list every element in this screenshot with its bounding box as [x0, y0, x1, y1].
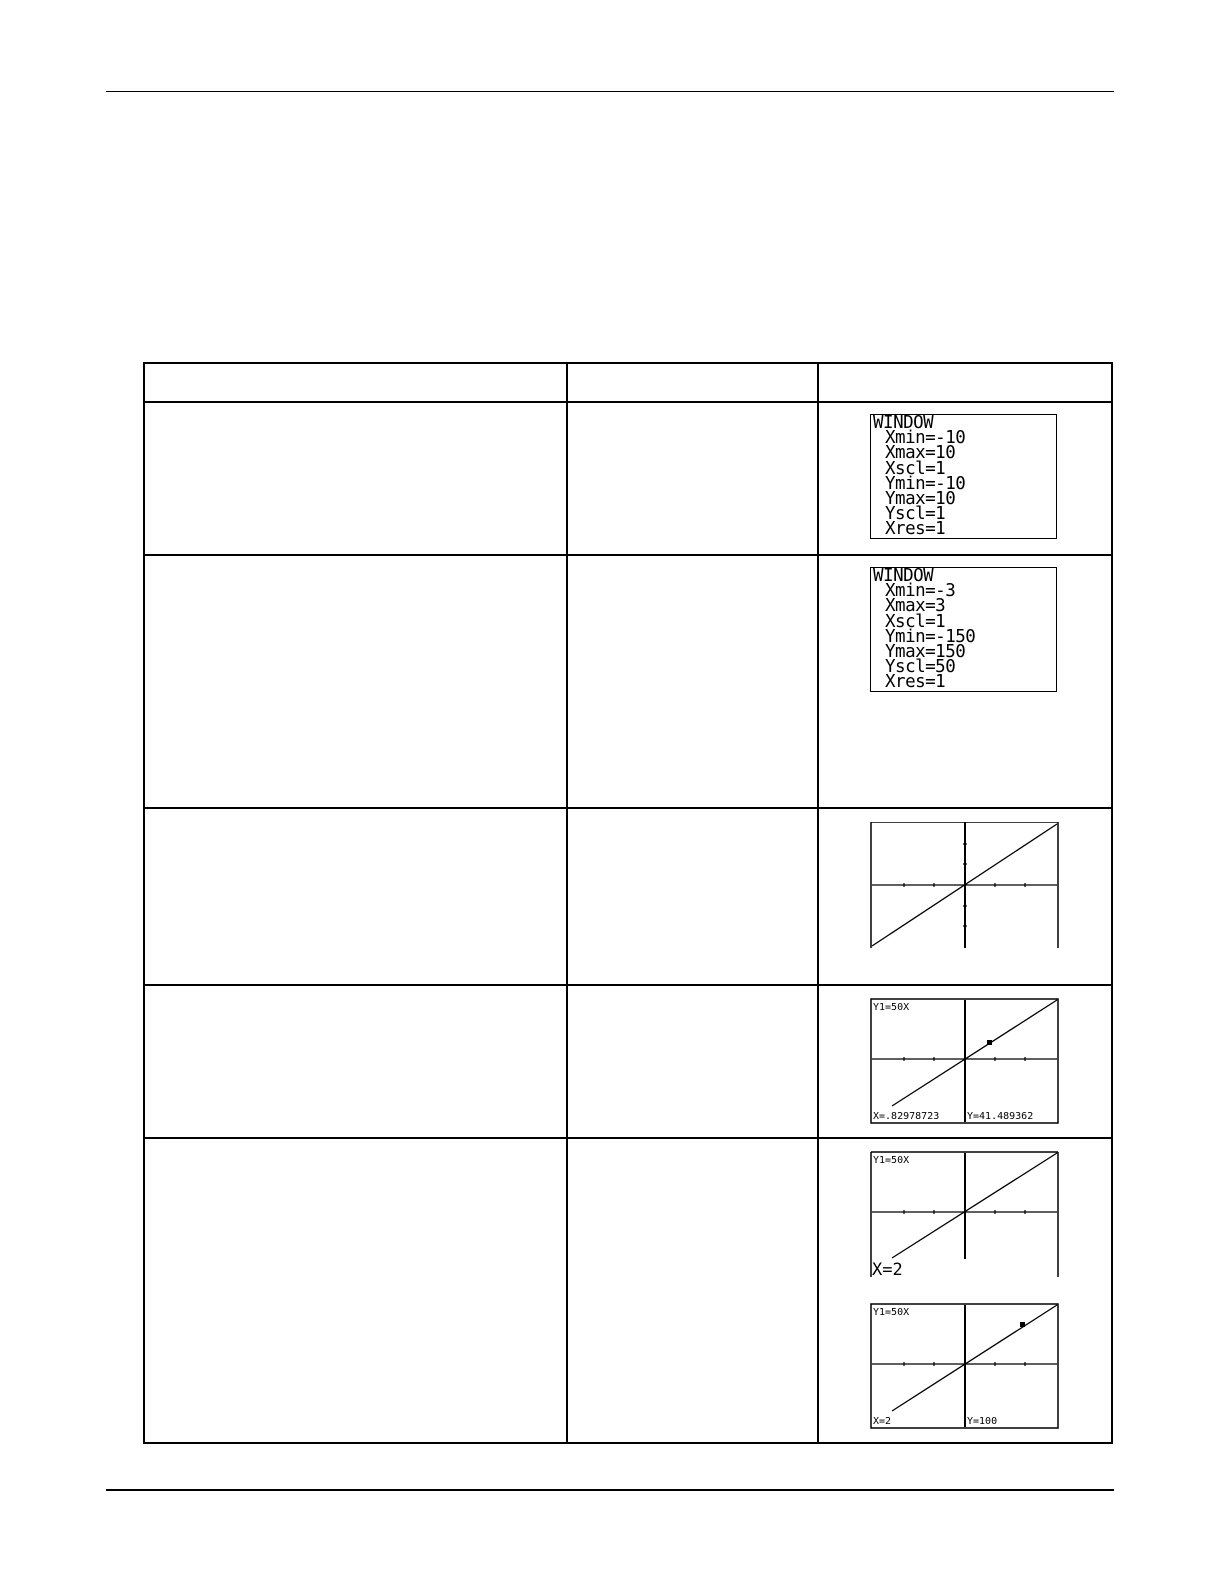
window-xres: Xres=1 — [885, 519, 946, 540]
graph-trace-screen — [870, 998, 1059, 1124]
window-xscl: Xscl=1 — [885, 611, 946, 632]
table-row — [144, 985, 1112, 1138]
graph-equation: Y1=50X — [873, 1002, 910, 1013]
screen-cell — [818, 555, 1112, 808]
window-ymin: Ymin=-150 — [885, 626, 976, 647]
header-cell-1 — [144, 363, 567, 402]
table-header-row — [144, 363, 1112, 402]
graph-point-screen — [870, 1303, 1059, 1429]
point-x-value: X=2 — [873, 1416, 892, 1427]
table-row — [144, 808, 1112, 985]
header-cell-2 — [567, 363, 818, 402]
window-screen — [870, 414, 1057, 539]
point-y-value: Y=100 — [967, 1416, 998, 1427]
window-xmin: Xmin=-10 — [885, 428, 966, 449]
keystroke-cell — [567, 985, 818, 1138]
window-xmin: Xmin=-3 — [885, 581, 956, 602]
header-rule — [106, 91, 1114, 92]
graph-value-entry-screen — [870, 1151, 1059, 1277]
screen-cell — [818, 808, 1112, 985]
window-xscl: Xscl=1 — [885, 458, 946, 479]
window-screen — [870, 567, 1057, 692]
step-cell — [144, 808, 567, 985]
graph-screen — [870, 822, 1059, 948]
keystroke-cell — [567, 402, 818, 555]
screen-cell — [818, 985, 1112, 1138]
window-ymax: Ymax=10 — [885, 488, 956, 509]
keystroke-cell — [567, 808, 818, 985]
table-row — [144, 1138, 1112, 1443]
screen-cell — [818, 1138, 1112, 1443]
table-row — [144, 402, 1112, 555]
window-ymin: Ymin=-10 — [885, 473, 966, 494]
table-row — [144, 555, 1112, 808]
window-title: WINDOW — [873, 413, 934, 433]
trace-x-value: X=.82978723 — [873, 1111, 940, 1122]
window-yscl: Yscl=1 — [885, 504, 946, 525]
window-xmax: Xmax=3 — [885, 596, 946, 617]
step-cell — [144, 402, 567, 555]
x-value-entry: X=2 — [872, 1260, 903, 1277]
header-cell-3 — [818, 363, 1112, 402]
window-xmax: Xmax=10 — [885, 443, 956, 464]
footer-rule — [106, 1489, 1114, 1491]
keystroke-cell — [567, 555, 818, 808]
step-cell — [144, 985, 567, 1138]
steps-table — [143, 362, 1113, 1444]
graph-equation: Y1=50X — [873, 1155, 910, 1166]
window-xres: Xres=1 — [885, 672, 946, 693]
trace-cursor — [1020, 1322, 1025, 1327]
trace-y-value: Y=41.489362 — [967, 1111, 1034, 1122]
window-title: WINDOW — [873, 566, 934, 586]
window-ymax: Ymax=150 — [885, 641, 966, 662]
keystroke-cell — [567, 1138, 818, 1443]
step-cell — [144, 555, 567, 808]
window-yscl: Yscl=50 — [885, 657, 956, 678]
screen-cell — [818, 402, 1112, 555]
step-cell — [144, 1138, 567, 1443]
graph-equation: Y1=50X — [873, 1307, 910, 1318]
trace-cursor — [987, 1040, 992, 1045]
